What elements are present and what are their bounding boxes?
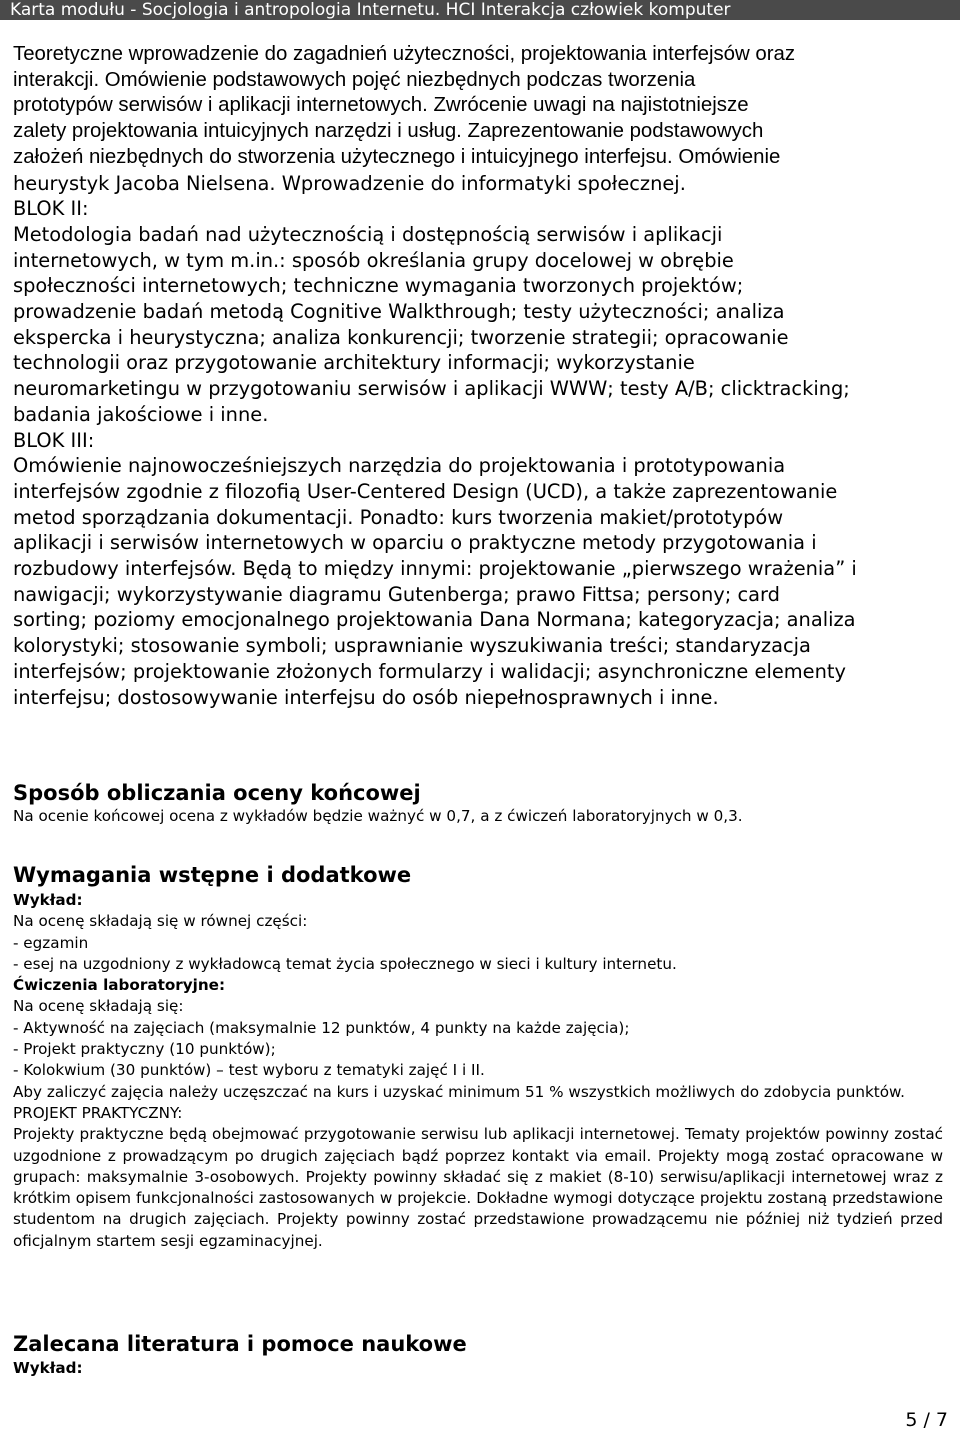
text-line: Metodologia badań nad użytecznością i dostępnością serwisów i aplikacji (13, 222, 723, 246)
text-line: rozbudowy interfejsów. Będą to między innymi: projektowanie „pierwszego wrażenia” i (13, 557, 857, 581)
projekt-label: PROJEKT PRAKTYCZNY: (13, 1103, 183, 1122)
text-line: interfejsu; dostosowywanie interfejsu do osób niepełnosprawnych i inne. (13, 685, 719, 709)
literatura-wyklad-label: Wykład: (13, 1359, 83, 1377)
text-line: interakcji. Omówienie podstawowych pojęć niezbędnych podczas tworzenia (13, 68, 696, 91)
blok2-section (13, 196, 943, 427)
wyklad-label: Wykład: (13, 891, 83, 909)
blok3-section (13, 428, 943, 711)
text-line: neuromarketingu w przygotowaniu serwisów i aplikacji WWW; testy A/B; clicktracking; (13, 377, 850, 401)
text-line: ekspercka i heurystyczna; analiza konkurencji; tworzenie strategii; opracowanie (13, 325, 789, 349)
text-line: nawigacji; wykorzystywanie diagramu Gutenberga; prawo Fittsa; persony; card (13, 582, 780, 606)
wymagania-section (13, 890, 943, 1252)
cwiczenia-label: Ćwiczenia laboratoryjne: (13, 976, 226, 995)
text-line: prowadzenie badań metodą Cognitive Walkthrough; testy użyteczności; analiza (13, 300, 785, 323)
text-line: - Aktywność na zajęciach (maksymalnie 12 punktów, 4 punkty na każde zajęcia); (13, 1018, 630, 1037)
text-line: - Kolokwium (30 punktów) – test wyboru z tematyki zajęć I i II. (13, 1061, 485, 1080)
text-line: społeczności internetowych; techniczne wymagania tworzonych projektów; (13, 274, 744, 298)
text-line: - egzamin (13, 933, 89, 952)
text-line: Na ocenę składają się: (13, 997, 184, 1016)
text-line: metod sporządzania dokumentacji. Ponadto: kurs tworzenia makiet/prototypów (13, 505, 784, 529)
text-line: założeń niezbędnych do stworzenia użytecznego i intuicyjnego interfejsu. Omówienie (13, 145, 781, 168)
blok2-title: BLOK II: (13, 197, 89, 221)
text-line: Na ocenę składają się w równej części: (13, 912, 308, 931)
projekt-text: Projekty praktyczne będą obejmować przygotowanie serwisu lub aplikacji internetowej. Tematy projektów powinny zostać uzgodnione z prowadzącym po drugich zajęciach bądź poprzez kontakt via email. Projekty mogą zostać opracowane w grupach: maksymalnie 3-osobowych. Projekty powinny składać się z makiet (8-10) serwisu/aplikacji internetowej wraz z krótkim opisem funkcjonalności zastosowanych w projekcie. Dokładne wymogi dotyczące projektu zostaną przedstawione studentom na drugich zajęciach. Projekty powinny zostać przedstawione prowadzącemu nie później niż tydzień przed oficjalnym startem sesji egzaminacyjnej. (13, 1125, 943, 1250)
ocena-text: Na ocenie końcowej ocena z wykładów będzie ważnyć w 0,7, a z ćwiczeń laboratoryjnych w 0,3. (13, 807, 743, 825)
page-number: 5 / 7 (905, 1409, 948, 1431)
text-line: interfejsów zgodnie z filozofią User-Centered Design (UCD), a także zaprezentowanie (13, 479, 838, 503)
text-line: sorting; poziomy emocjonalnego projektowania Dana Normana; kategoryzacja; analiza (13, 608, 856, 632)
text-line: aplikacji i serwisów internetowych w oparciu o praktyczne metody przygotowania i (13, 531, 817, 555)
text-line: - esej na uzgodniony z wykładowcą temat życia społecznego w sieci i kultury internetu. (13, 954, 677, 973)
literatura-heading: Zalecana literatura i pomoce naukowe (13, 1332, 467, 1356)
text-line: Teoretyczne wprowadzenie do zagadnień użyteczności, projektowania interfejsów oraz (13, 43, 796, 65)
text-line: - Projekt praktyczny (10 punktów); (13, 1040, 276, 1059)
blok1-text (13, 42, 943, 171)
text-line: internetowych, w tym m.in.: sposób określania grupy docelowej w obrębie (13, 248, 734, 272)
text-line: heurystyk Jacoba Nielsena. Wprowadzenie do informatyki społecznej. (13, 171, 686, 195)
ocena-heading: Sposób obliczania oceny końcowej (13, 781, 421, 805)
zaliczenie-text: Aby zaliczyć zajęcia należy uczęszczać na kurs i uzyskać minimum 51 % wszystkich możliwych do zdobycia punktów. (13, 1082, 905, 1101)
page-header: Karta modułu - Socjologia i antropologia Internetu. HCI Interakcja człowiek komputer (0, 0, 960, 20)
text-line: zalety projektowania intuicyjnych narzędzi i usług. Zaprezentowanie podstawowych (13, 120, 764, 143)
text-line: kolorystyki; stosowanie symboli; usprawnianie wyszukiwania treści; standaryzacja (13, 634, 811, 658)
text-line: prototypów serwisów i aplikacji internetowych. Zwrócenie uwagi na najistotniejsze (13, 94, 749, 117)
text-line: interfejsów; projektowanie złożonych formularzy i walidacji; asynchroniczne elementy (13, 659, 846, 683)
blok1-tail (13, 171, 943, 197)
blok3-title: BLOK III: (13, 428, 95, 452)
text-line: badania jakościowe i inne. (13, 402, 269, 426)
wymagania-heading: Wymagania wstępne i dodatkowe (13, 863, 412, 887)
text-line: technologii oraz przygotowanie architektury informacji; wykorzystanie (13, 351, 695, 375)
text-line: Omówienie najnowocześniejszych narzędzia do projektowania i prototypowania (13, 454, 786, 478)
